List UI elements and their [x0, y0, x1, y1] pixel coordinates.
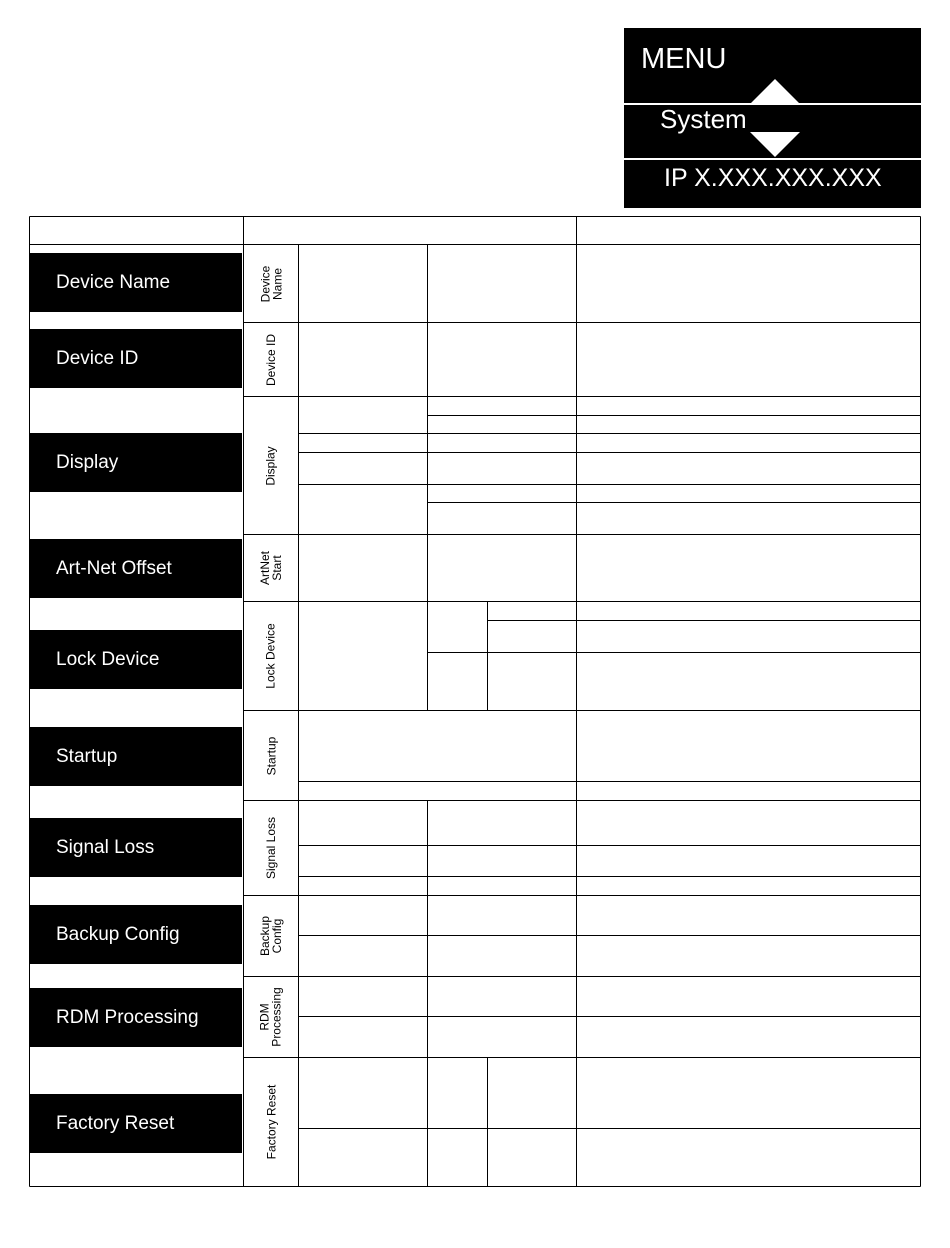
triangle-up-icon	[750, 79, 800, 104]
lcd-menu-title: MENU	[641, 43, 727, 75]
lcd-menu-display	[624, 28, 921, 208]
menu-item-label: RDM Processing	[56, 1006, 199, 1028]
section-label-backup-config: Backup Config	[258, 915, 284, 957]
triangle-down-icon	[750, 132, 800, 157]
section-label-device-name: Device Name	[258, 265, 284, 302]
section-label-lock-device: Lock Device	[264, 623, 278, 689]
menu-item-device-name[interactable]	[30, 253, 242, 312]
menu-item-label: Startup	[56, 745, 118, 767]
lcd-divider	[624, 158, 921, 160]
menu-item-label: Device ID	[56, 347, 139, 369]
menu-item-label: Art-Net Offset	[56, 557, 172, 579]
menu-item-label: Lock Device	[56, 648, 160, 670]
section-label-device-id: Device ID	[263, 333, 278, 386]
lcd-current-item: System	[660, 104, 747, 134]
section-label-signal-loss: Signal Loss	[264, 816, 279, 880]
menu-item-display[interactable]	[30, 433, 242, 492]
menu-item-backup-config[interactable]	[30, 905, 242, 964]
menu-item-label: Factory Reset	[56, 1112, 175, 1134]
section-label-artnet-start: ArtNet Start	[257, 550, 284, 586]
menu-item-label: Device Name	[56, 271, 171, 293]
menu-item-rdm-processing[interactable]	[30, 988, 242, 1047]
menu-item-factory-reset[interactable]	[30, 1094, 242, 1153]
menu-item-signal-loss[interactable]	[30, 818, 242, 877]
menu-item-startup[interactable]	[30, 727, 242, 786]
menu-item-device-id[interactable]	[30, 329, 242, 388]
menu-item-label: Display	[56, 451, 119, 473]
section-label-startup: Startup	[263, 736, 278, 775]
menu-item-art-net-offset[interactable]	[30, 539, 242, 598]
section-label-factory-reset: Factory Reset	[264, 1084, 279, 1160]
section-label-display: Display	[263, 445, 278, 486]
menu-item-label: Backup Config	[56, 923, 180, 945]
menu-item-lock-device[interactable]	[30, 630, 242, 689]
lcd-ip-address: IP X.XXX.XXX.XXX	[664, 164, 882, 192]
menu-item-label: Signal Loss	[56, 836, 155, 858]
section-label-rdm-processing: RDM Processing	[258, 987, 284, 1047]
